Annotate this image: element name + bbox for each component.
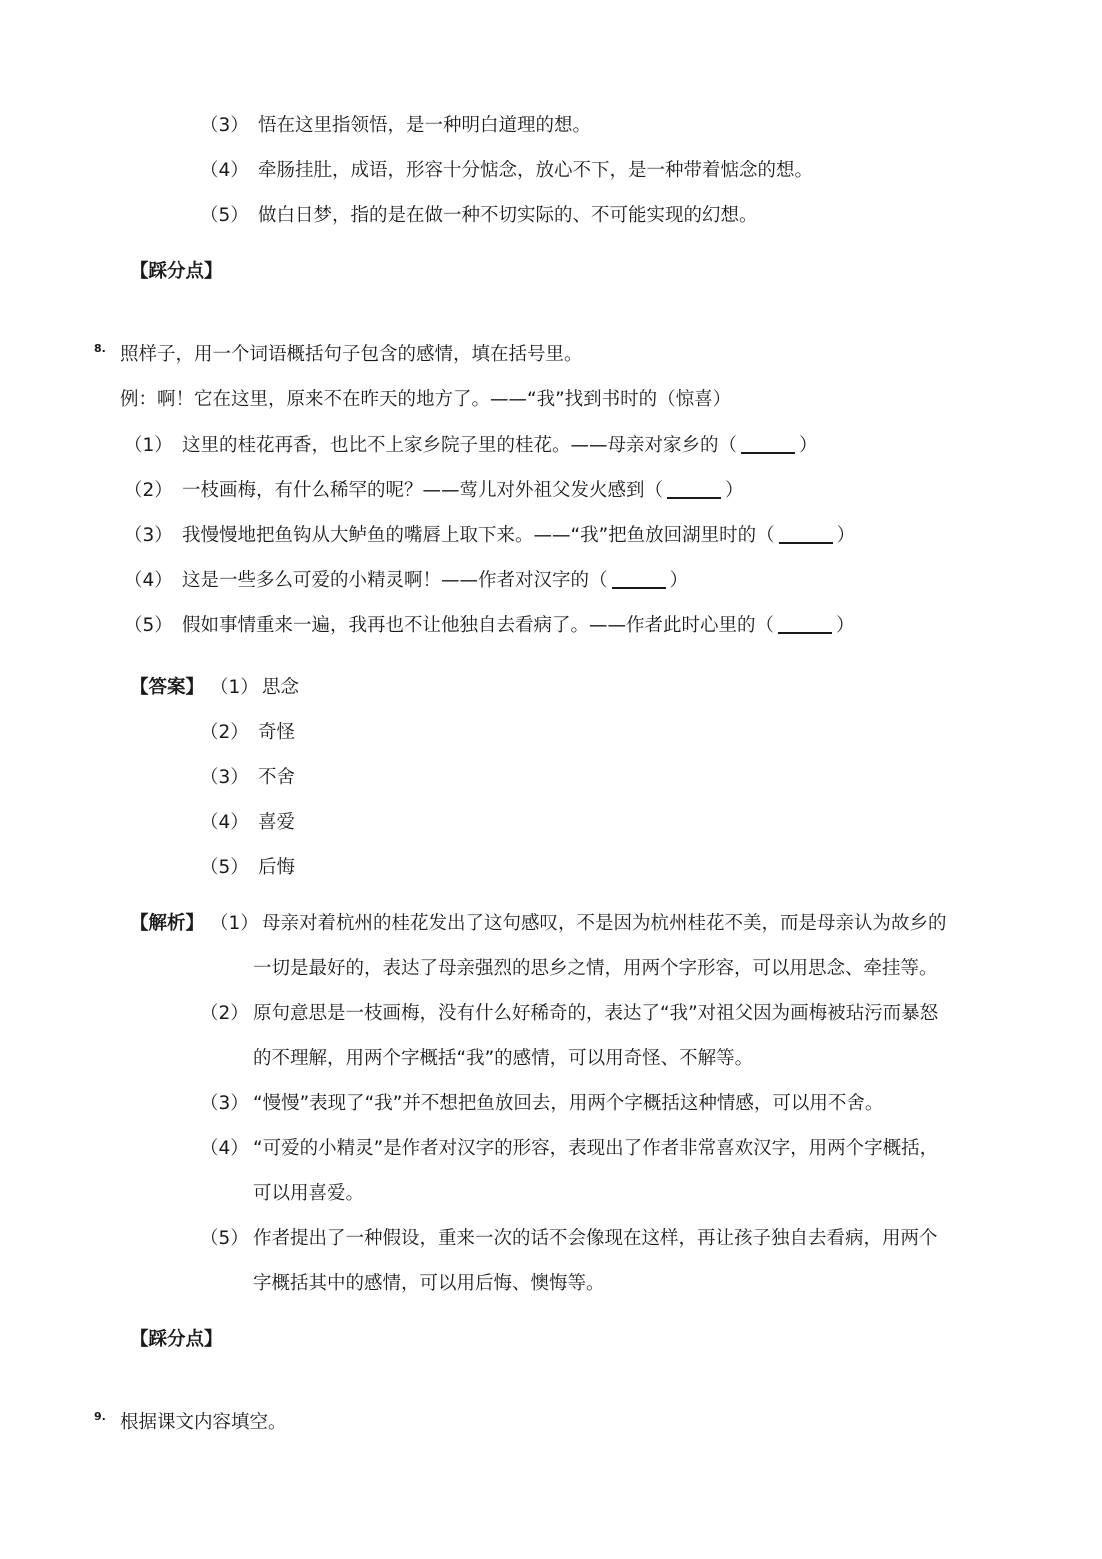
analysis-1-line1: （1） 母亲对着杭州的桂花发出了这句感叹，不是因为杭州桂花不美，而是母亲认为故乡的 bbox=[210, 913, 947, 934]
example-line: 例：啊！它在这里，原来不在昨天的地方了。——“我”找到书时的（惊喜） bbox=[120, 389, 732, 410]
answer-label: 【答案】 bbox=[130, 677, 205, 698]
answer-blank[interactable] bbox=[612, 567, 666, 589]
question-prompt: 根据课文内容填空。 bbox=[120, 1412, 287, 1433]
question-prompt: 照样子，用一个词语概括句子包含的感情，填在括号里。 bbox=[120, 344, 583, 365]
answer-5: （5） 后悔 bbox=[200, 857, 296, 878]
q8-item-4: （4） 这是一些多么可爱的小精灵啊！——作者对汉字的（ ） bbox=[124, 567, 688, 594]
answer-3: （3） 不舍 bbox=[200, 767, 296, 788]
top-item-3: （3） 悟在这里指领悟，是一种明白道理的想。 bbox=[200, 115, 592, 136]
question-number: 9. bbox=[94, 1410, 106, 1423]
analysis-2-line1: （2） 原句意思是一枝画梅，没有什么好稀奇的，表达了“我”对祖父因为画梅被玷污而暴怒 bbox=[200, 1003, 939, 1024]
answer-blank[interactable] bbox=[779, 522, 833, 544]
analysis-3-line1: （3） “慢慢”表现了“我”并不想把鱼放回去，用两个字概括这种情感，可以用不舍。 bbox=[200, 1093, 884, 1114]
analysis-4-line2: 可以用喜爱。 bbox=[253, 1183, 365, 1204]
answer-blank[interactable] bbox=[778, 612, 832, 634]
top-item-5: （5） 做白日梦，指的是在做一种不切实际的、不可能实现的幻想。 bbox=[200, 205, 758, 226]
q8-item-3: （3） 我慢慢地把鱼钩从大鲈鱼的嘴唇上取下来。——“我”把鱼放回湖里时的（ ） bbox=[124, 522, 855, 549]
answer-4: （4） 喜爱 bbox=[200, 812, 296, 833]
score-point-label: 【踩分点】 bbox=[130, 261, 223, 282]
answer-blank[interactable] bbox=[741, 432, 795, 454]
q8-item-5: （5） 假如事情重来一遍，我再也不让他独自去看病了。——作者此时心里的（ ） bbox=[124, 612, 855, 639]
score-point-label: 【踩分点】 bbox=[130, 1329, 223, 1350]
analysis-1-line2: 一切是最好的，表达了母亲强烈的思乡之情，用两个字形容，可以用思念、牵挂等。 bbox=[253, 958, 938, 979]
top-item-4: （4） 牵肠挂肚，成语，形容十分惦念，放心不下，是一种带着惦念的想。 bbox=[200, 160, 814, 181]
answer-1: （1） 思念 bbox=[210, 677, 300, 698]
analysis-5-line1: （5） 作者提出了一种假设，重来一次的话不会像现在这样，再让孩子独自去看病，用两个 bbox=[200, 1228, 938, 1249]
question-number: 8. bbox=[94, 342, 106, 355]
analysis-5-line2: 字概括其中的感情，可以用后悔、懊悔等。 bbox=[253, 1273, 605, 1294]
q8-item-1: （1） 这里的桂花再香，也比不上家乡院子里的桂花。——母亲对家乡的（ ） bbox=[124, 432, 818, 459]
analysis-2-line2: 的不理解，用两个字概括“我”的感情，可以用奇怪、不解等。 bbox=[253, 1048, 754, 1069]
analysis-label: 【解析】 bbox=[130, 913, 205, 934]
q8-item-2: （2） 一枝画梅，有什么稀罕的呢？——莺儿对外祖父发火感到（ ） bbox=[124, 477, 744, 504]
answer-blank[interactable] bbox=[667, 477, 721, 499]
analysis-4-line1: （4） “可爱的小精灵”是作者对汉字的形容，表现出了作者非常喜欢汉字，用两个字概括， bbox=[200, 1138, 939, 1159]
answer-2: （2） 奇怪 bbox=[200, 722, 296, 743]
